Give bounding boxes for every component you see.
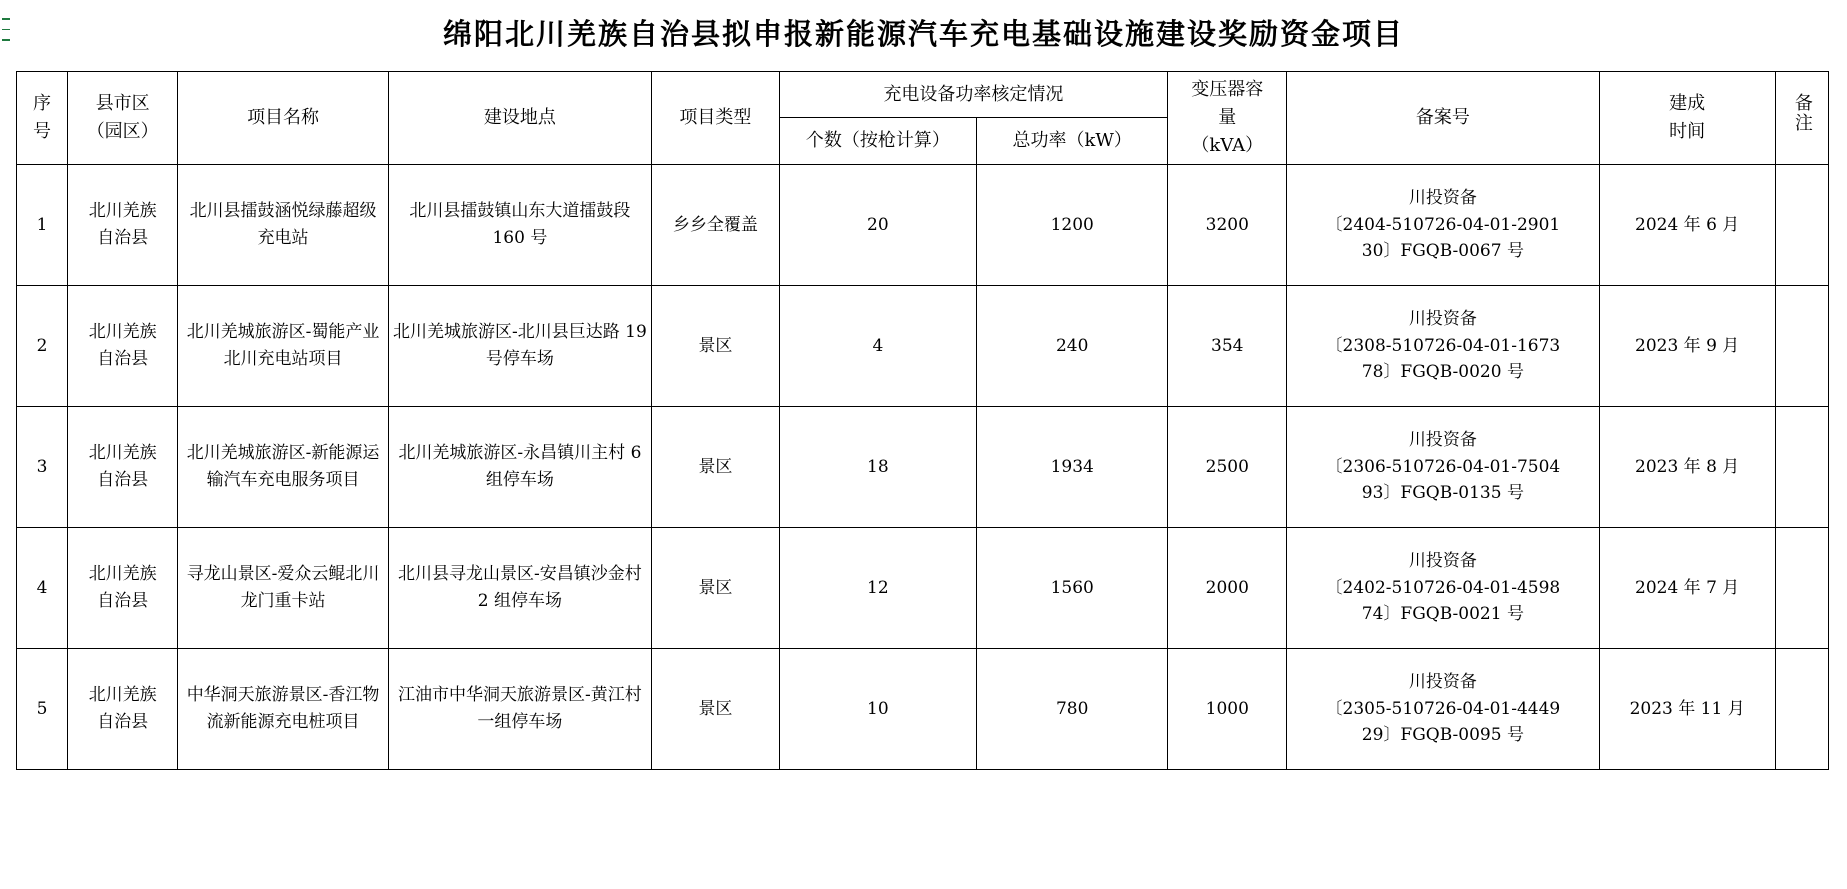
header-project-name: 项目名称 <box>178 72 388 165</box>
header-area-line2: （园区） <box>86 120 159 142</box>
cell-location: 北川羌城旅游区-北川县巨达路 19 号停车场 <box>388 285 651 406</box>
table-body <box>17 164 1829 769</box>
cell-project-name: 寻龙山景区-爱众云鲲北川龙门重卡站 <box>178 527 388 648</box>
cell-project-name: 中华洞天旅游景区-香江物流新能源充电桩项目 <box>178 648 388 769</box>
cell-area-line2: 自治县 <box>97 348 149 369</box>
cell-project-type: 景区 <box>652 527 779 648</box>
record-line-3: 74〕FGQB-0021 号 <box>1361 603 1524 624</box>
project-table-container <box>16 71 1831 770</box>
cell-transformer: 1000 <box>1168 648 1287 769</box>
cell-completion: 2023 年 8 月 <box>1599 406 1775 527</box>
record-line-1: 川投资备 <box>1408 672 1477 693</box>
header-transformer-line2: 量 <box>1218 106 1237 128</box>
cell-record-no <box>1287 164 1599 285</box>
cell-area-line2: 自治县 <box>97 469 149 490</box>
cell-transformer: 3200 <box>1168 164 1287 285</box>
record-line-2: 〔2306-510726-04-01-7504 <box>1325 456 1561 477</box>
table-row <box>17 527 1829 648</box>
cell-project-type: 景区 <box>652 285 779 406</box>
cell-project-type: 乡乡全覆盖 <box>652 164 779 285</box>
header-record-no: 备案号 <box>1287 72 1599 165</box>
cell-note <box>1775 648 1828 769</box>
header-row-1 <box>17 72 1829 118</box>
header-location: 建设地点 <box>388 72 651 165</box>
cell-area <box>67 648 177 769</box>
margin-marks <box>2 18 12 58</box>
record-line-3: 78〕FGQB-0020 号 <box>1361 361 1524 382</box>
record-line-3: 30〕FGQB-0067 号 <box>1361 240 1524 261</box>
header-completion <box>1599 72 1775 165</box>
cell-gun-count: 4 <box>779 285 977 406</box>
cell-completion: 2023 年 9 月 <box>1599 285 1775 406</box>
cell-seq: 2 <box>17 285 68 406</box>
header-transformer <box>1168 72 1287 165</box>
header-project-type: 项目类型 <box>652 72 779 165</box>
cell-total-power: 780 <box>977 648 1168 769</box>
cell-location: 北川羌城旅游区-永昌镇川主村 6 组停车场 <box>388 406 651 527</box>
record-line-2: 〔2308-510726-04-01-1673 <box>1325 335 1561 356</box>
header-seq-line2: 号 <box>32 120 51 142</box>
cell-total-power: 240 <box>977 285 1168 406</box>
header-transformer-line1: 变压器容 <box>1191 79 1264 100</box>
table-row <box>17 648 1829 769</box>
header-seq-line1: 序 <box>32 92 51 114</box>
cell-area-line2: 自治县 <box>97 711 149 732</box>
header-note <box>1775 72 1828 165</box>
cell-note <box>1775 285 1828 406</box>
page-title: 绵阳北川羌族自治县拟申报新能源汽车充电基础设施建设奖励资金项目 <box>442 17 1404 51</box>
header-area-line1: 县市区 <box>95 92 150 114</box>
cell-record-no <box>1287 285 1599 406</box>
cell-seq: 5 <box>17 648 68 769</box>
cell-transformer: 354 <box>1168 285 1287 406</box>
table-row <box>17 406 1829 527</box>
cell-area-line1: 北川羌族 <box>88 201 157 222</box>
table-header <box>17 72 1829 165</box>
cell-gun-count: 20 <box>779 164 977 285</box>
record-line-1: 川投资备 <box>1408 430 1477 451</box>
cell-note <box>1775 406 1828 527</box>
cell-seq: 1 <box>17 164 68 285</box>
project-table <box>16 71 1829 770</box>
cell-transformer: 2500 <box>1168 406 1287 527</box>
cell-seq: 3 <box>17 406 68 527</box>
cell-note <box>1775 527 1828 648</box>
cell-seq: 4 <box>17 527 68 648</box>
header-power-group: 充电设备功率核定情况 <box>779 72 1168 118</box>
cell-gun-count: 12 <box>779 527 977 648</box>
cell-location: 北川县擂鼓镇山东大道擂鼓段 160 号 <box>388 164 651 285</box>
record-line-1: 川投资备 <box>1408 188 1477 209</box>
table-row <box>17 285 1829 406</box>
header-completion-line1: 建成 <box>1669 92 1706 114</box>
cell-total-power: 1560 <box>977 527 1168 648</box>
cell-area-line1: 北川羌族 <box>88 443 157 464</box>
header-gun-count: 个数（按枪计算） <box>779 118 977 164</box>
cell-completion: 2024 年 7 月 <box>1599 527 1775 648</box>
table-row <box>17 164 1829 285</box>
cell-project-name: 北川县擂鼓涵悦绿藤超级充电站 <box>178 164 388 285</box>
cell-record-no <box>1287 648 1599 769</box>
header-note-text: 备注 <box>1791 93 1813 134</box>
cell-area-line1: 北川羌族 <box>88 322 157 343</box>
cell-project-name: 北川羌城旅游区-蜀能产业北川充电站项目 <box>178 285 388 406</box>
cell-area <box>67 406 177 527</box>
record-line-2: 〔2404-510726-04-01-2901 <box>1325 214 1561 235</box>
record-line-2: 〔2305-510726-04-01-4449 <box>1325 698 1561 719</box>
header-completion-line2: 时间 <box>1669 120 1706 142</box>
cell-note <box>1775 164 1828 285</box>
cell-project-type: 景区 <box>652 406 779 527</box>
cell-record-no <box>1287 527 1599 648</box>
header-seq <box>17 72 68 165</box>
cell-completion: 2024 年 6 月 <box>1599 164 1775 285</box>
cell-project-type: 景区 <box>652 648 779 769</box>
record-line-3: 93〕FGQB-0135 号 <box>1361 482 1524 503</box>
record-line-1: 川投资备 <box>1408 551 1477 572</box>
cell-transformer: 2000 <box>1168 527 1287 648</box>
header-total-power: 总功率（kW） <box>977 118 1168 164</box>
cell-gun-count: 10 <box>779 648 977 769</box>
cell-completion: 2023 年 11 月 <box>1599 648 1775 769</box>
cell-location: 江油市中华洞天旅游景区-黄江村一组停车场 <box>388 648 651 769</box>
cell-area-line2: 自治县 <box>97 590 149 611</box>
cell-area-line2: 自治县 <box>97 227 149 248</box>
cell-project-name: 北川羌城旅游区-新能源运输汽车充电服务项目 <box>178 406 388 527</box>
cell-area-line1: 北川羌族 <box>88 685 157 706</box>
cell-area-line1: 北川羌族 <box>88 564 157 585</box>
cell-total-power: 1934 <box>977 406 1168 527</box>
record-line-2: 〔2402-510726-04-01-4598 <box>1325 577 1561 598</box>
cell-area <box>67 527 177 648</box>
cell-area <box>67 164 177 285</box>
cell-area <box>67 285 177 406</box>
record-line-3: 29〕FGQB-0095 号 <box>1361 724 1524 745</box>
cell-total-power: 1200 <box>977 164 1168 285</box>
record-line-1: 川投资备 <box>1408 309 1477 330</box>
header-transformer-line3: （kVA） <box>1191 134 1264 156</box>
header-area <box>67 72 177 165</box>
cell-record-no <box>1287 406 1599 527</box>
cell-location: 北川县寻龙山景区-安昌镇沙金村 2 组停车场 <box>388 527 651 648</box>
cell-gun-count: 18 <box>779 406 977 527</box>
